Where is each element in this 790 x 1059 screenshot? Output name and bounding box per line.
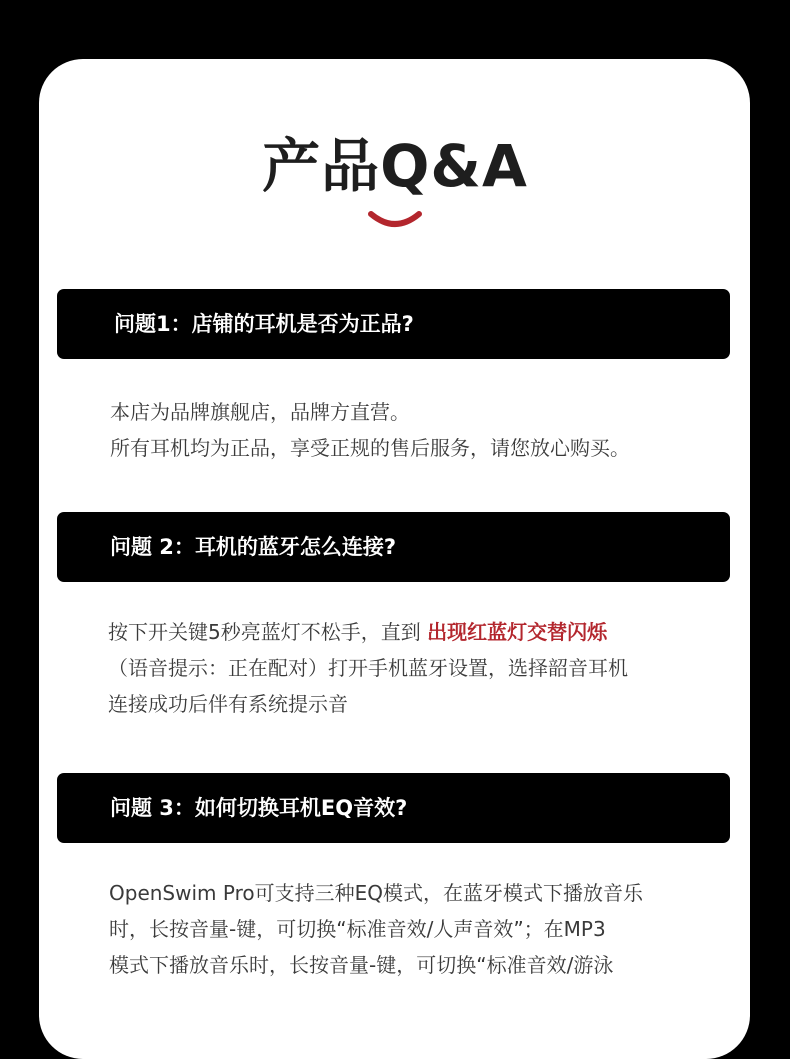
question-1-bar[interactable]	[57, 289, 730, 359]
page-title: 产品Q&A	[262, 132, 528, 200]
answer-2-highlight: 出现红蓝灯交替闪烁	[427, 620, 608, 644]
answer-2-line-1-text: 按下开关键5秒亮蓝灯不松手，直到	[108, 620, 428, 644]
answer-3-line-1: OpenSwim Pro可支持三种EQ模式，在蓝牙模式下播放音乐	[109, 881, 643, 905]
answer-2-line-1	[108, 614, 708, 650]
answer-2-line-2: （语音提示：正在配对）打开手机蓝牙设置，选择韶音耳机	[108, 656, 628, 680]
answer-2	[108, 614, 708, 722]
answer-1-line-2: 所有耳机均为正品，享受正规的售后服务，请您放心购买。	[110, 436, 630, 460]
answer-1-line-1: 本店为品牌旗舰店，品牌方直营。	[110, 400, 410, 424]
smile-icon	[367, 208, 423, 230]
answer-2-line-3: 连接成功后伴有系统提示音	[108, 692, 348, 716]
question-3-text: 问题 3：如何切换耳机EQ音效?	[110, 796, 408, 820]
answer-3-line-3: 模式下播放音乐时，长按音量-键，可切换“标准音效/游泳	[109, 953, 614, 977]
question-3-bar[interactable]	[57, 773, 730, 843]
question-2-text: 问题 2：耳机的蓝牙怎么连接?	[110, 535, 397, 559]
answer-3-line-2: 时，长按音量-键，可切换“标准音效/人声音效”；在MP3	[109, 917, 606, 941]
question-2-bar[interactable]	[57, 512, 730, 582]
question-1-text: 问题1：店铺的耳机是否为正品?	[114, 312, 414, 336]
answer-1	[110, 394, 710, 466]
answer-3	[109, 875, 709, 983]
